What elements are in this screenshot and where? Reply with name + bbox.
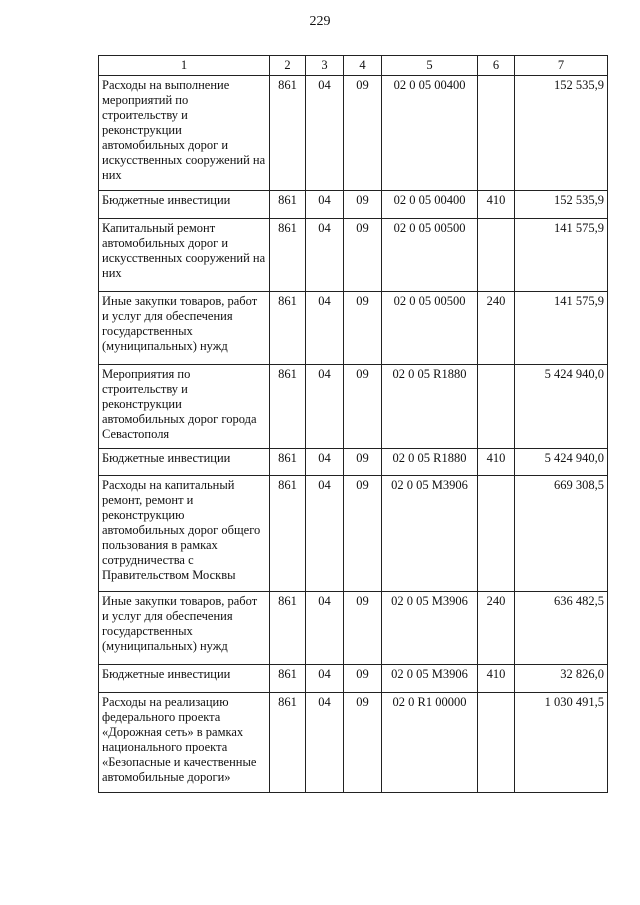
row-name: Иные закупки товаров, работ и услуг для обеспечения государственных (муниципальных) нужд [99,592,270,665]
row-sum: 141 575,9 [515,219,608,292]
column-header: 3 [306,56,344,76]
row-subsection: 09 [344,665,382,693]
column-header: 7 [515,56,608,76]
table-header-row [99,56,608,76]
row-expense-type [478,365,515,449]
row-name: Иные закупки товаров, работ и услуг для обеспечения государственных (муниципальных) нужд [99,292,270,365]
table-row [99,476,608,592]
table-row [99,592,608,665]
row-grbs: 861 [270,76,306,191]
row-subsection: 09 [344,476,382,592]
budget-table [98,55,608,793]
row-grbs: 861 [270,292,306,365]
row-section: 04 [306,76,344,191]
table-row [99,665,608,693]
row-subsection: 09 [344,292,382,365]
row-section: 04 [306,592,344,665]
table-row [99,449,608,476]
row-name: Расходы на выполнение мероприятий по строительству и реконструкции автомобильных дорог и искусственных сооружений на них [99,76,270,191]
row-section: 04 [306,476,344,592]
row-sum: 636 482,5 [515,592,608,665]
table-row [99,76,608,191]
row-name: Капитальный ремонт автомобильных дорог и искусственных сооружений на них [99,219,270,292]
row-grbs: 861 [270,449,306,476]
row-grbs: 861 [270,592,306,665]
row-sum: 5 424 940,0 [515,449,608,476]
row-target-article: 02 0 05 M3906 [382,476,478,592]
column-header: 5 [382,56,478,76]
row-sum: 669 308,5 [515,476,608,592]
row-target-article: 02 0 05 00400 [382,76,478,191]
row-expense-type [478,76,515,191]
table-row [99,219,608,292]
row-subsection: 09 [344,365,382,449]
row-grbs: 861 [270,365,306,449]
row-target-article: 02 0 05 00500 [382,219,478,292]
row-target-article: 02 0 05 R1880 [382,449,478,476]
table-row [99,191,608,219]
table-row [99,365,608,449]
column-header: 4 [344,56,382,76]
row-name: Расходы на реализацию федерального проекта «Дорожная сеть» в рамках национального проекта «Безопасные и качественные автомобильные дороги» [99,693,270,793]
row-subsection: 09 [344,191,382,219]
row-target-article: 02 0 05 00500 [382,292,478,365]
row-subsection: 09 [344,76,382,191]
row-name: Бюджетные инвестиции [99,191,270,219]
row-expense-type [478,693,515,793]
row-sum: 152 535,9 [515,191,608,219]
row-grbs: 861 [270,476,306,592]
row-name: Бюджетные инвестиции [99,665,270,693]
row-section: 04 [306,191,344,219]
row-grbs: 861 [270,693,306,793]
row-sum: 1 030 491,5 [515,693,608,793]
row-section: 04 [306,449,344,476]
table-row [99,292,608,365]
row-sum: 152 535,9 [515,76,608,191]
row-name: Мероприятия по строительству и реконструкции автомобильных дорог города Севастополя [99,365,270,449]
row-sum: 5 424 940,0 [515,365,608,449]
table-row [99,693,608,793]
row-target-article: 02 0 05 00400 [382,191,478,219]
row-sum: 141 575,9 [515,292,608,365]
row-expense-type: 410 [478,449,515,476]
row-target-article: 02 0 05 R1880 [382,365,478,449]
column-header: 1 [99,56,270,76]
row-expense-type [478,219,515,292]
row-grbs: 861 [270,191,306,219]
row-subsection: 09 [344,693,382,793]
row-name: Бюджетные инвестиции [99,449,270,476]
row-sum: 32 826,0 [515,665,608,693]
row-target-article: 02 0 05 M3906 [382,665,478,693]
row-grbs: 861 [270,219,306,292]
row-expense-type [478,476,515,592]
row-target-article: 02 0 05 M3906 [382,592,478,665]
row-grbs: 861 [270,665,306,693]
page-number: 229 [309,14,331,29]
row-expense-type: 410 [478,191,515,219]
column-header: 2 [270,56,306,76]
row-name: Расходы на капитальный ремонт, ремонт и реконструкцию автомобильных дорог общего пользования в рамках сотрудничества с Правительством Москвы [99,476,270,592]
row-subsection: 09 [344,592,382,665]
row-target-article: 02 0 R1 00000 [382,693,478,793]
row-expense-type: 240 [478,592,515,665]
row-section: 04 [306,693,344,793]
row-expense-type: 410 [478,665,515,693]
row-section: 04 [306,665,344,693]
row-section: 04 [306,292,344,365]
row-expense-type: 240 [478,292,515,365]
row-subsection: 09 [344,449,382,476]
row-subsection: 09 [344,219,382,292]
row-section: 04 [306,219,344,292]
row-section: 04 [306,365,344,449]
column-header: 6 [478,56,515,76]
